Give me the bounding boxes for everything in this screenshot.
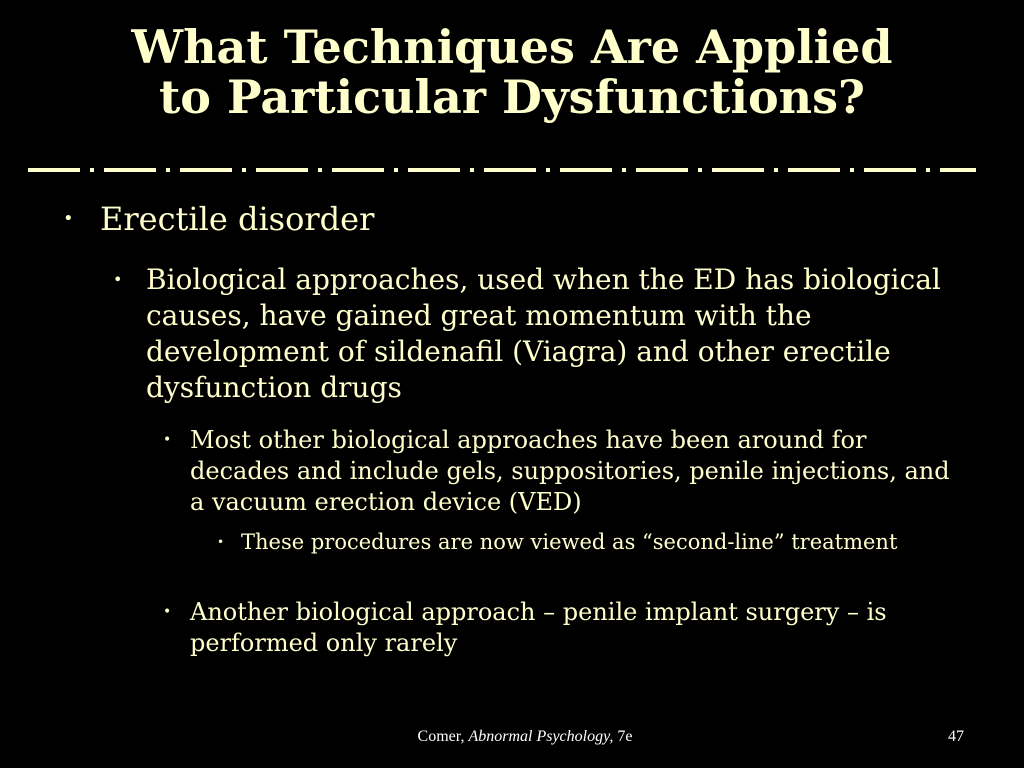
- title-line-1: What Techniques Are Applied: [131, 20, 893, 74]
- bullet-text: Another biological approach – penile implant surgery – is performed only rarely: [190, 598, 887, 657]
- footer-author: Comer,: [417, 728, 469, 745]
- bullet-level-3: [163, 597, 970, 659]
- bullet-dot: •: [217, 535, 225, 549]
- bullet-level-4: [217, 529, 941, 556]
- bullet-dot: •: [163, 604, 172, 620]
- bullet-dot: •: [63, 208, 74, 229]
- bullet-dot: •: [113, 270, 123, 289]
- bullet-text: These procedures are now viewed as “second-line” treatment: [241, 530, 898, 554]
- footer-book-title: Abnormal Psychology,: [468, 728, 614, 745]
- footer-citation: [300, 728, 750, 746]
- bullet-dot: •: [163, 432, 172, 448]
- bullet-text: Biological approaches, used when the ED has biological causes, have gained great momentum with the development of sildenafil (Viagra) and other erectile dysfunction drugs: [146, 263, 941, 404]
- bullet-level-3: [163, 425, 970, 518]
- bullet-level-2: [113, 262, 966, 406]
- footer-edition: 7e: [613, 728, 633, 745]
- bullet-text: Erectile disorder: [100, 200, 375, 238]
- slide-number: 47: [948, 728, 964, 745]
- title-line-2: to Particular Dysfunctions?: [159, 70, 865, 124]
- bullet-level-1: [63, 199, 980, 239]
- bullet-text: Most other biological approaches have been around for decades and include gels, suppositories, penile injections, and a vacuum erection device (VED): [190, 426, 950, 516]
